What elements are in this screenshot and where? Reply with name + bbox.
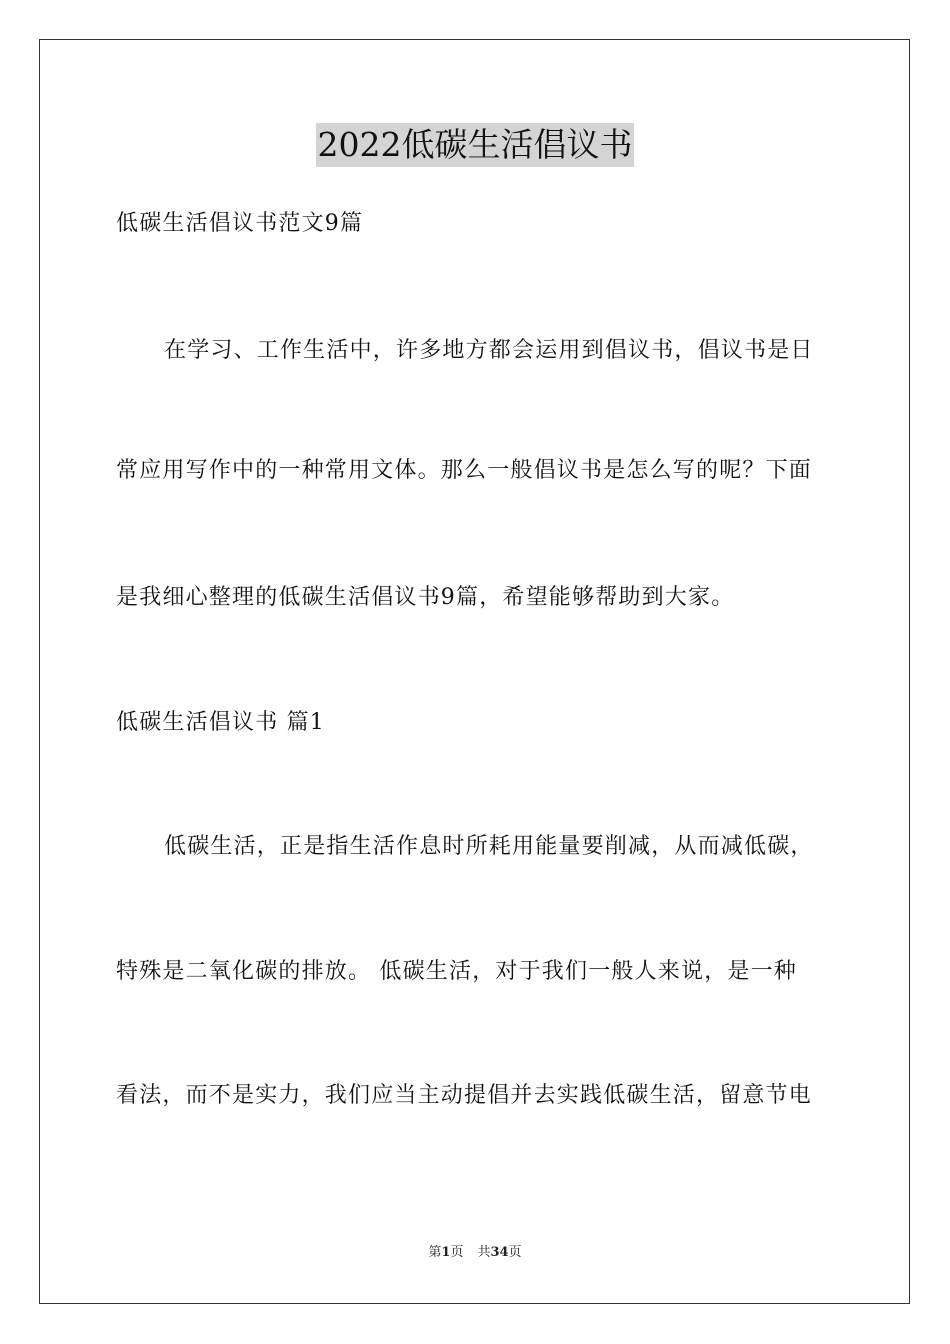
footer-total-suffix: 页	[508, 1245, 522, 1260]
body-line-3: 看法，而不是实力，我们应当主动提倡并去实践低碳生活，留意节电	[116, 1083, 813, 1108]
footer-page-suffix: 页	[450, 1245, 464, 1260]
intro-line-1: 在学习、工作生活中，许多地方都会运用到倡议书，倡议书是日	[164, 338, 814, 363]
section-heading: 低碳生活倡议书 篇1	[116, 710, 325, 735]
footer-page-current: 1	[441, 1245, 451, 1260]
footer-page-total: 34	[490, 1245, 509, 1260]
document-subtitle: 低碳生活倡议书范文9篇	[116, 211, 364, 236]
intro-line-3: 是我细心整理的低碳生活倡议书9篇，希望能够帮助到大家。	[116, 585, 735, 610]
title-container	[0, 123, 950, 167]
document-title: 2022低碳生活倡议书	[316, 123, 635, 167]
footer-page-prefix: 第	[428, 1245, 442, 1260]
page-footer	[0, 1244, 950, 1262]
footer-total-prefix: 共	[477, 1245, 491, 1260]
intro-line-2: 常应用写作中的一种常用文体。那么一般倡议书是怎么写的呢？下面	[116, 458, 813, 483]
body-line-1: 低碳生活，正是指生活作息时所耗用能量要削减，从而减低碳，	[164, 834, 814, 859]
body-line-2: 特殊是二氧化碳的排放。 低碳生活，对于我们一般人来说，是一种	[116, 959, 797, 984]
